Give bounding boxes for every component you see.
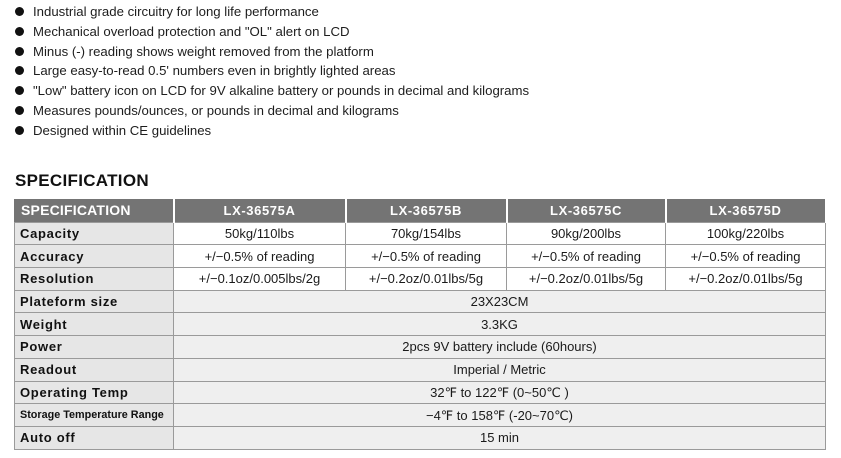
table-row-operating-temp xyxy=(15,381,826,404)
table-cell: +/−0.5% of reading xyxy=(346,245,507,268)
table-row-platform-size xyxy=(15,290,826,313)
feature-text: "Low" battery icon on LCD for 9V alkaline battery or pounds in decimal and kilograms xyxy=(33,83,530,99)
row-label: Capacity xyxy=(15,222,174,245)
bullet-icon xyxy=(15,86,24,95)
feature-item xyxy=(14,61,529,81)
section-heading: SPECIFICATION xyxy=(15,171,149,190)
bullet-icon xyxy=(15,47,24,56)
table-cell: +/−0.1oz/0.005lbs/2g xyxy=(174,268,346,291)
feature-item xyxy=(14,121,529,141)
table-cell: 2pcs 9V battery include (60hours) xyxy=(174,336,826,359)
table-row-accuracy xyxy=(15,245,826,268)
bullet-icon xyxy=(15,7,24,16)
table-cell: 15 min xyxy=(174,426,826,449)
table-row-resolution xyxy=(15,268,826,291)
table-cell: +/−0.5% of reading xyxy=(666,245,826,268)
header-cell-specification: SPECIFICATION xyxy=(15,200,174,223)
feature-text: Minus (-) reading shows weight removed from the platform xyxy=(33,43,374,59)
row-label: Weight xyxy=(15,313,174,336)
table-row-readout xyxy=(15,358,826,381)
table-cell: +/−0.2oz/0.01lbs/5g xyxy=(346,268,507,291)
table-cell: 3.3KG xyxy=(174,313,826,336)
row-label: Resolution xyxy=(15,268,174,291)
row-label: Auto off xyxy=(15,426,174,449)
table-row-auto-off xyxy=(15,426,826,449)
table-cell: 32℉ to 122℉ (0~50℃ ) xyxy=(174,381,826,404)
bullet-icon xyxy=(15,66,24,75)
row-label: Plateform size xyxy=(15,290,174,313)
row-label: Power xyxy=(15,336,174,359)
table-row-storage-temp xyxy=(15,404,826,427)
table-cell: +/−0.2oz/0.01lbs/5g xyxy=(507,268,666,291)
table-cell: 50kg/110lbs xyxy=(174,222,346,245)
feature-text: Mechanical overload protection and "OL" alert on LCD xyxy=(33,23,350,39)
bullet-icon xyxy=(15,27,24,36)
table-row-capacity xyxy=(15,222,826,245)
table-cell: 100kg/220lbs xyxy=(666,222,826,245)
table-row-weight xyxy=(15,313,826,336)
row-label: Accuracy xyxy=(15,245,174,268)
header-cell-model-a: LX-36575A xyxy=(174,200,346,223)
table-cell: 90kg/200lbs xyxy=(507,222,666,245)
table-cell: 70kg/154lbs xyxy=(346,222,507,245)
feature-text: Designed within CE guidelines xyxy=(33,122,212,138)
table-cell: Imperial / Metric xyxy=(174,358,826,381)
feature-list xyxy=(14,2,529,141)
table-header-row xyxy=(15,200,826,223)
table-cell: −4℉ to 158℉ (-20~70℃) xyxy=(174,404,826,427)
feature-item xyxy=(14,22,529,42)
header-cell-model-c: LX-36575C xyxy=(507,200,666,223)
feature-item xyxy=(14,42,529,62)
row-label: Storage Temperature Range xyxy=(15,404,174,427)
specification-table xyxy=(14,199,827,450)
feature-item xyxy=(14,2,529,22)
feature-text: Large easy-to-read 0.5' numbers even in brightly lighted areas xyxy=(33,63,396,79)
table-cell: +/−0.5% of reading xyxy=(174,245,346,268)
header-cell-model-b: LX-36575B xyxy=(346,200,507,223)
feature-text: Measures pounds/ounces, or pounds in decimal and kilograms xyxy=(33,102,399,118)
feature-item xyxy=(14,101,529,121)
table-cell: +/−0.5% of reading xyxy=(507,245,666,268)
table-cell: 23X23CM xyxy=(174,290,826,313)
bullet-icon xyxy=(15,126,24,135)
bullet-icon xyxy=(15,106,24,115)
table-row-power xyxy=(15,336,826,359)
feature-text: Industrial grade circuitry for long life performance xyxy=(33,4,319,19)
feature-item xyxy=(14,81,529,101)
table-cell: +/−0.2oz/0.01lbs/5g xyxy=(666,268,826,291)
row-label: Operating Temp xyxy=(15,381,174,404)
header-cell-model-d: LX-36575D xyxy=(666,200,826,223)
row-label: Readout xyxy=(15,358,174,381)
